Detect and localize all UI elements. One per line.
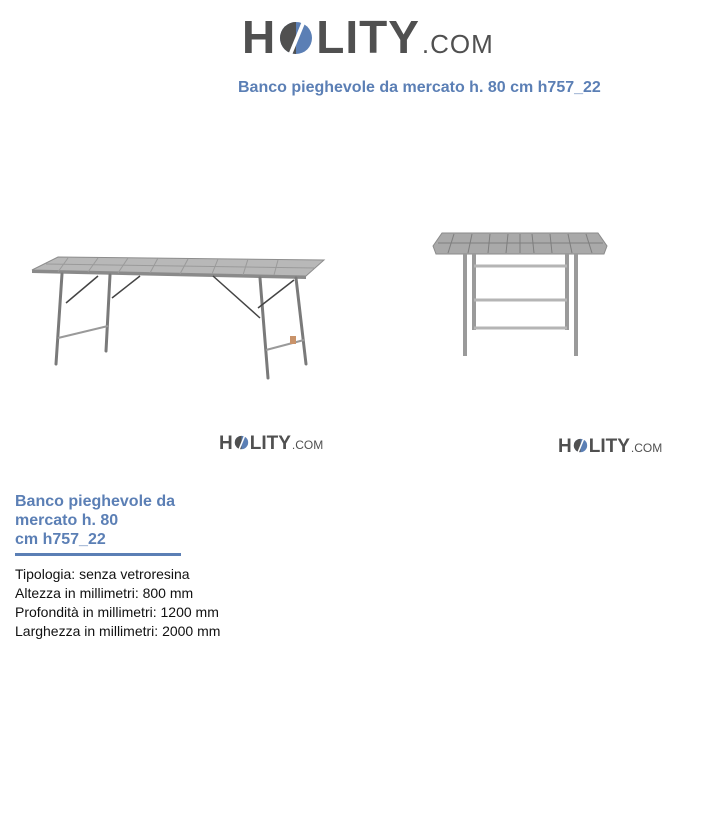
spec-value: 2000 mm: [162, 623, 221, 639]
logo-letter-h: H: [219, 433, 233, 454]
logo-o-mark-icon: [234, 435, 249, 450]
spec-label: Larghezza in millimetri: [15, 623, 155, 639]
logo-letters-rest: LITY: [588, 436, 630, 457]
product-name-line: cm h757_22: [15, 531, 106, 548]
page-title: Banco pieghevole da mercato h. 80 cm h757_22: [238, 79, 601, 96]
logo-o-mark-icon: [278, 20, 314, 56]
logo-letter-h: H: [558, 436, 572, 457]
spec-value: 800 mm: [142, 585, 194, 601]
spec-value: senza vetroresina: [79, 566, 190, 582]
holity-logo-small-left: [219, 433, 323, 455]
logo-suffix: .COM: [630, 441, 663, 455]
spec-row: Larghezza in millimetri: 2000 mm: [15, 623, 221, 639]
product-name-heading: [15, 492, 205, 549]
product-image-table-front[interactable]: [428, 228, 614, 364]
product-name-line: Banco pieghevole da: [15, 493, 176, 510]
holity-logo-small-right: [558, 436, 662, 458]
spec-row: Altezza in millimetri: 800 mm: [15, 585, 194, 601]
spec-list: [15, 565, 220, 641]
spec-row: Tipologia: senza vetroresina: [15, 566, 190, 582]
product-name-line: mercato h. 80: [15, 512, 119, 529]
holity-logo[interactable]: [242, 10, 494, 64]
logo-o-mark-icon: [573, 438, 588, 453]
product-image-table-angled[interactable]: [28, 248, 328, 388]
spec-label: Profondità in millimetri: [15, 604, 153, 620]
logo-letters-rest: LITY: [316, 11, 420, 63]
logo-suffix: .COM: [421, 29, 494, 59]
logo-letter-h: H: [242, 11, 277, 63]
spec-label: Altezza in millimetri: [15, 585, 135, 601]
spec-row: Profondità in millimetri: 1200 mm: [15, 604, 219, 620]
spec-value: 1200 mm: [160, 604, 219, 620]
logo-letters-rest: LITY: [249, 433, 291, 454]
spec-label: Tipologia: [15, 566, 72, 582]
logo-suffix: .COM: [291, 438, 324, 452]
heading-divider: [15, 553, 181, 556]
